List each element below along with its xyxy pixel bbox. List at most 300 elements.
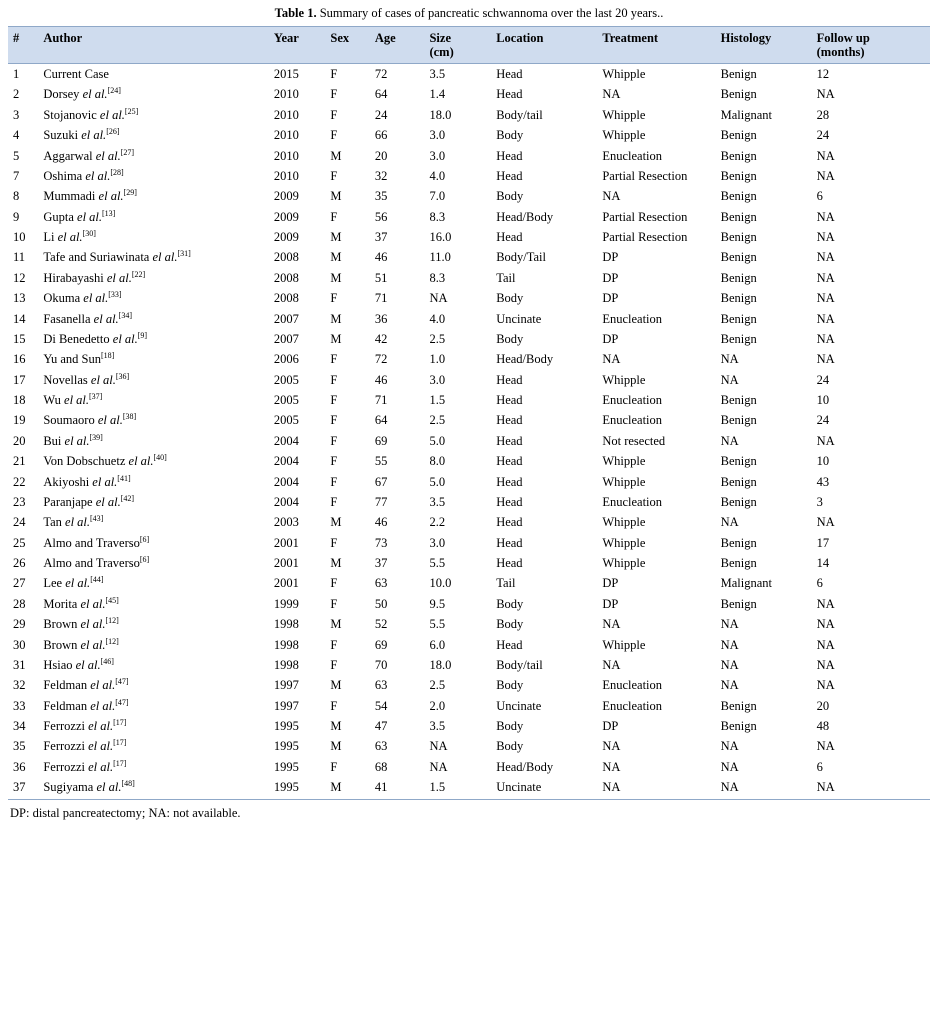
cell-followup: 10 <box>816 393 830 407</box>
author-reference: [6] <box>139 554 150 564</box>
cell-age: 36 <box>374 311 388 326</box>
cell-location: Body <box>496 331 524 346</box>
column-header-year: Year <box>269 27 326 64</box>
cell-location: Head <box>496 535 523 550</box>
cell-followup: 6 <box>816 759 823 774</box>
cell-sex: F <box>330 637 338 652</box>
cell-number: 37 <box>8 777 38 799</box>
author-reference: [22] <box>131 269 146 279</box>
cell-year: 1997 <box>273 698 299 713</box>
cell-number: 12 <box>13 270 26 285</box>
cell-location: Head <box>496 454 523 469</box>
cell-size: 1.0 <box>429 352 446 367</box>
cell-author <box>38 247 268 267</box>
cell-number: 24 <box>13 515 26 530</box>
cell-sex: F <box>330 67 338 81</box>
cell-followup: 6 <box>816 576 823 591</box>
cell-followup: 3 <box>816 494 823 509</box>
cell-histology: Benign <box>720 556 757 570</box>
cell-treatment: Enucleation <box>602 494 663 509</box>
cell-year: 2008 <box>273 291 299 306</box>
author-name: Feldman <box>43 678 88 693</box>
cell-author <box>38 777 268 799</box>
cell-number: 35 <box>13 739 26 754</box>
cell-number: 29 <box>13 617 26 632</box>
cell-location: Head <box>496 515 523 530</box>
cell-size: 8.3 <box>429 270 446 285</box>
cell-author <box>38 268 268 288</box>
cell-number: 17 <box>13 372 26 387</box>
author-etal: el al. <box>85 168 111 183</box>
cell-year: 2001 <box>273 535 299 550</box>
author-name: Soumaoro <box>43 413 95 428</box>
cell-age: 32 <box>374 168 388 183</box>
author-name: Morita <box>43 596 78 611</box>
cell-followup: NA <box>812 777 930 799</box>
author-name: Mummadi <box>43 189 96 204</box>
cell-author <box>38 451 268 471</box>
cell-histology: Benign <box>720 393 757 407</box>
cell-number: 7 <box>13 168 20 183</box>
cell-sex: F <box>330 128 338 143</box>
cell-location: Head/Body <box>496 209 554 224</box>
cell-author <box>38 696 268 716</box>
author-reference: [45] <box>105 595 119 605</box>
cell-followup: 6 <box>816 189 823 204</box>
author-etal: el al. <box>92 474 118 489</box>
author-etal: el al. <box>152 250 178 265</box>
cell-followup: NA <box>816 596 835 611</box>
cell-location: Head <box>496 67 523 81</box>
cell-author <box>38 84 268 104</box>
cell-age: 70 <box>374 657 388 672</box>
cell-histology: Benign <box>720 474 757 489</box>
author-etal: el al. <box>77 209 103 224</box>
cell-age: 35 <box>374 189 388 204</box>
cell-location: Head <box>496 556 523 570</box>
cell-followup: NA <box>816 739 835 754</box>
author-etal: el al. <box>98 189 124 204</box>
author-name: Lee <box>43 576 63 591</box>
cell-author <box>38 309 268 329</box>
cell-sex: F <box>330 454 338 469</box>
cell-age: 46 <box>374 250 388 265</box>
author-etal: el al. <box>95 494 121 509</box>
cell-followup: NA <box>816 433 835 448</box>
cell-year: 2004 <box>273 433 299 448</box>
author-name: Current Case <box>43 67 109 81</box>
cell-size: 5.0 <box>429 433 446 448</box>
cell-followup: 17 <box>816 535 830 550</box>
cell-histology: NA <box>720 739 739 754</box>
cell-author <box>38 594 268 614</box>
cell-author <box>38 492 268 512</box>
cell-location: Body <box>496 291 524 306</box>
cell-year: 2001 <box>273 556 299 570</box>
cell-size: 18.0 <box>429 657 452 672</box>
author-reference: [30] <box>82 228 96 238</box>
cell-author <box>38 329 268 349</box>
author-reference: [27] <box>120 147 135 157</box>
cell-number: 8 <box>13 189 20 204</box>
cell-number: 31 <box>13 657 26 672</box>
cell-treatment: Enucleation <box>602 393 663 407</box>
cell-size: 4.0 <box>429 168 446 183</box>
cell-author <box>38 635 268 655</box>
table-body <box>8 64 930 800</box>
cell-author <box>38 125 268 145</box>
cell-treatment: Enucleation <box>602 413 663 428</box>
cell-treatment: Whipple <box>602 454 646 469</box>
author-name: Stojanovic <box>43 107 97 122</box>
author-etal: el al. <box>80 637 106 652</box>
author-etal: el al. <box>90 678 116 693</box>
cell-sex: F <box>330 352 338 367</box>
author-reference: [36] <box>115 371 130 381</box>
author-etal: el al. <box>95 148 121 163</box>
cell-year: 1997 <box>273 678 299 693</box>
cell-year: 2005 <box>273 372 299 387</box>
cell-treatment: Partial Resection <box>602 209 688 224</box>
cell-sex: M <box>330 270 342 285</box>
cell-size: NA <box>429 759 448 774</box>
cell-number: 1 <box>13 67 20 81</box>
cell-age: 63 <box>374 739 388 754</box>
cell-size: 2.5 <box>429 331 446 346</box>
table-row <box>8 207 930 227</box>
cell-location: Body/tail <box>496 107 543 122</box>
cell-age: 69 <box>374 637 388 652</box>
cell-size: 1.4 <box>429 87 446 102</box>
cell-number: 9 <box>13 209 20 224</box>
cell-treatment: Enucleation <box>602 678 663 693</box>
author-reference: [39] <box>89 432 103 442</box>
cell-sex: M <box>330 189 342 204</box>
cell-author <box>38 655 268 675</box>
column-header-number: # <box>8 27 38 64</box>
column-header-sex: Sex <box>325 27 369 64</box>
author-reference: [38] <box>122 412 137 422</box>
cell-followup: NA <box>816 657 835 672</box>
author-etal: el al. <box>80 596 106 611</box>
cell-age: 63 <box>374 576 388 591</box>
cell-year: 2004 <box>273 454 299 469</box>
table-row <box>8 390 930 410</box>
cell-author <box>38 431 268 451</box>
cell-location: Head <box>496 148 523 163</box>
author-etal: el al. <box>80 617 106 632</box>
column-header-age: Age <box>370 27 425 64</box>
cell-author <box>38 614 268 634</box>
cell-number: 5 <box>13 148 20 163</box>
cell-author <box>38 716 268 736</box>
table-row <box>8 329 930 349</box>
cell-year: 1995 <box>273 719 299 733</box>
cell-age: 46 <box>374 372 388 387</box>
cell-age: 72 <box>374 67 388 81</box>
cell-followup: NA <box>816 617 835 632</box>
author-reference: [25] <box>124 106 139 116</box>
author-name: Brown <box>43 617 78 632</box>
cell-sex: M <box>330 515 342 530</box>
cell-author <box>38 186 268 206</box>
cell-year: 2007 <box>273 311 299 326</box>
table-row <box>8 64 930 85</box>
cases-table <box>8 26 930 800</box>
cell-sex: M <box>330 230 342 244</box>
cell-number: 22 <box>13 474 26 489</box>
author-name: Suzuki <box>43 128 79 143</box>
cell-size: NA <box>429 291 448 306</box>
cell-size: 10.0 <box>429 576 452 591</box>
author-etal: el al. <box>82 87 108 102</box>
cell-treatment: DP <box>602 576 619 591</box>
cell-treatment: DP <box>602 719 619 733</box>
cell-sex: F <box>330 657 338 672</box>
cell-size: 3.5 <box>429 494 446 509</box>
cell-age: 68 <box>374 759 388 774</box>
cell-year: 2007 <box>273 331 299 346</box>
cell-histology: Benign <box>720 311 757 326</box>
cell-author <box>38 553 268 573</box>
cell-author <box>38 533 268 553</box>
cell-histology: NA <box>720 352 739 367</box>
cell-histology: Benign <box>720 230 757 244</box>
cell-age: 64 <box>374 87 388 102</box>
author-etal: el al. <box>65 576 91 591</box>
cell-size: 3.0 <box>429 128 446 143</box>
cell-followup: 48 <box>816 719 830 733</box>
cell-sex: F <box>330 433 338 448</box>
cell-followup: 10 <box>816 454 830 469</box>
cell-location: Body <box>496 719 524 733</box>
cell-histology: Benign <box>720 596 757 611</box>
author-etal: el al. <box>90 372 116 387</box>
cell-location: Tail <box>496 576 516 591</box>
cell-sex: F <box>330 474 338 489</box>
cell-size: 8.3 <box>429 209 446 224</box>
cell-number: 36 <box>13 759 26 774</box>
cell-year: 2004 <box>273 494 299 509</box>
cell-followup: NA <box>816 148 835 163</box>
cell-followup: NA <box>816 331 835 346</box>
cell-size: 11.0 <box>429 250 451 265</box>
cell-year: 2005 <box>273 393 299 407</box>
cell-author <box>38 410 268 430</box>
table-row <box>8 533 930 553</box>
cell-histology: Benign <box>720 67 757 81</box>
cell-treatment: Whipple <box>602 556 646 570</box>
author-name: Brown <box>43 637 78 652</box>
table-row <box>8 166 930 186</box>
cell-year: 2010 <box>273 107 299 122</box>
cell-number: 28 <box>13 596 26 611</box>
cell-year: 2003 <box>273 515 299 530</box>
cell-size: 16.0 <box>429 230 452 244</box>
author-etal: el al. <box>88 759 114 774</box>
author-reference: [24] <box>107 86 121 96</box>
cell-histology: Benign <box>720 494 757 509</box>
cell-number: 21 <box>13 454 26 469</box>
author-reference: [28] <box>110 167 124 177</box>
table-row <box>8 247 930 267</box>
author-reference: [9] <box>137 330 148 340</box>
author-etal: el al. <box>112 331 138 346</box>
cell-age: 41 <box>370 777 425 799</box>
cell-treatment: NA <box>602 189 621 204</box>
cell-size: 3.0 <box>429 372 446 387</box>
cell-size: 3.0 <box>429 535 446 550</box>
cell-histology: NA <box>720 433 739 448</box>
author-reference: [13] <box>102 208 116 218</box>
cell-sex: M <box>330 678 342 693</box>
table-row <box>8 635 930 655</box>
cell-age: 64 <box>374 413 388 428</box>
cell-histology: Benign <box>720 209 757 224</box>
author-etal: el al. <box>96 780 122 795</box>
cell-year: 1998 <box>273 637 299 652</box>
table-row <box>8 736 930 756</box>
cell-year: 2010 <box>273 128 299 143</box>
cell-age: 42 <box>374 331 388 346</box>
cell-size: 5.5 <box>429 556 446 570</box>
cell-histology: NA <box>720 617 739 632</box>
cell-treatment: Whipple <box>602 128 646 143</box>
cell-histology: Benign <box>720 87 757 102</box>
cell-histology: Benign <box>720 331 757 346</box>
cell-treatment: DP <box>602 291 619 306</box>
author-reference: [44] <box>90 575 104 585</box>
author-reference: [33] <box>108 289 122 299</box>
cell-author <box>38 207 268 227</box>
cell-year: 2006 <box>273 352 299 367</box>
cell-number: 32 <box>13 678 26 693</box>
table-row <box>8 186 930 206</box>
author-reference: [6] <box>139 534 150 544</box>
author-reference: [26] <box>106 126 120 136</box>
cell-sex: M <box>330 617 342 632</box>
cell-age: 72 <box>374 352 388 367</box>
cell-size: 3.0 <box>429 148 446 163</box>
author-name: Dorsey <box>43 87 80 102</box>
cell-size: 1.5 <box>424 777 491 799</box>
table-row <box>8 492 930 512</box>
cell-sex: M <box>330 331 342 346</box>
cell-treatment: DP <box>602 270 619 285</box>
cell-size: 5.0 <box>429 474 446 489</box>
cell-author <box>38 105 268 125</box>
cell-histology: Benign <box>720 168 757 183</box>
cell-size: 5.5 <box>429 617 446 632</box>
cell-treatment: NA <box>602 657 621 672</box>
table-row <box>8 227 930 247</box>
author-reference: [17] <box>113 758 127 768</box>
author-name: Ferrozzi <box>43 719 85 733</box>
cell-location: Head/Body <box>496 352 554 367</box>
author-reference: [47] <box>115 697 129 707</box>
cell-location: Head/Body <box>496 759 554 774</box>
cell-number: 18 <box>13 393 26 407</box>
table-row <box>8 777 930 799</box>
cell-year: 2009 <box>273 230 299 244</box>
author-name: Almo and Traverso <box>43 535 140 550</box>
cell-sex: M <box>330 719 342 733</box>
cell-year: 1999 <box>273 596 299 611</box>
cell-location: Uncinate <box>491 777 597 799</box>
author-name: Aggarwal <box>43 148 93 163</box>
cell-location: Head <box>496 87 523 102</box>
cell-treatment: NA <box>602 759 621 774</box>
author-reference: [17] <box>113 738 127 748</box>
author-etal: el al. <box>128 454 154 469</box>
author-reference: [17] <box>113 717 127 727</box>
table-row <box>8 716 930 736</box>
cell-author <box>38 512 268 532</box>
cell-number: 4 <box>13 128 20 143</box>
cell-age: 55 <box>374 454 388 469</box>
cell-location: Uncinate <box>496 698 542 713</box>
author-reference: [47] <box>115 677 129 687</box>
cell-size: 1.5 <box>429 393 446 407</box>
cell-age: 71 <box>374 393 388 407</box>
cell-followup: NA <box>816 637 835 652</box>
cell-age: 37 <box>374 556 388 570</box>
author-etal: el al. <box>75 657 101 672</box>
cell-year: 1995 <box>273 759 299 774</box>
cell-followup: NA <box>816 678 835 693</box>
cell-treatment: Whipple <box>602 107 646 122</box>
table-row <box>8 410 930 430</box>
cell-treatment: Enucleation <box>602 311 663 326</box>
cell-age: 77 <box>374 494 388 509</box>
table-row <box>8 614 930 634</box>
cell-sex: M <box>330 739 342 754</box>
cell-number: 14 <box>13 311 26 326</box>
cell-followup: 14 <box>816 556 830 570</box>
cell-author <box>38 370 268 390</box>
cell-location: Body <box>496 617 524 632</box>
cell-number: 34 <box>13 719 26 733</box>
cell-followup: NA <box>816 291 835 306</box>
cell-author <box>38 573 268 593</box>
cell-author <box>38 227 268 247</box>
cell-histology: Benign <box>720 148 757 163</box>
cell-location: Head <box>496 168 523 183</box>
cell-histology: Benign <box>720 291 757 306</box>
cell-histology: Benign <box>720 128 757 143</box>
author-etal: el al. <box>93 311 119 326</box>
author-name: Ferrozzi <box>43 759 85 774</box>
cell-year: 1995 <box>269 777 326 799</box>
table-row <box>8 309 930 329</box>
cell-sex: F <box>330 494 338 509</box>
cell-age: 63 <box>374 678 388 693</box>
author-etal: el al. <box>90 698 116 713</box>
column-header-treatment: Treatment <box>597 27 715 64</box>
cell-followup: NA <box>816 311 835 326</box>
cell-size: 2.0 <box>429 698 446 713</box>
table-caption-label: Table 1. <box>274 6 317 20</box>
cell-sex: F <box>330 413 338 428</box>
author-name: Li <box>43 230 55 244</box>
cell-treatment: Enucleation <box>602 698 663 713</box>
author-name: Gupta <box>43 209 74 224</box>
cell-size: 3.5 <box>429 67 446 81</box>
cell-treatment: Whipple <box>602 535 646 550</box>
author-reference: [46] <box>100 656 114 666</box>
cell-year: 2015 <box>273 67 299 81</box>
cell-number: 10 <box>13 230 26 244</box>
